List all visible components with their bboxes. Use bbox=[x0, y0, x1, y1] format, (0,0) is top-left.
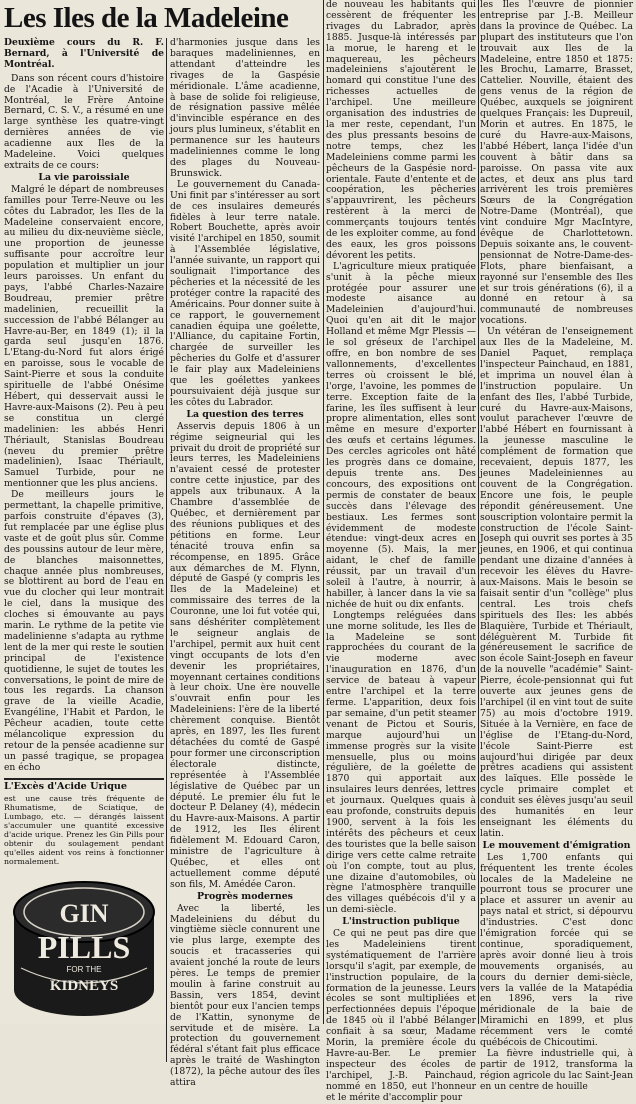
tin-brand-text: GIN bbox=[59, 898, 109, 928]
section-heading: La vie paroissiale bbox=[38, 171, 130, 183]
paragraph: De meilleurs jours le permettant, la chapelle primitive, parfois construite d'épaves (3), fut remplacée par une église plus vaste et de goût plus sûr. Comme des poussins autour de leur mère, de blanches maisonnettes, chaque année plus nombreuses, se blottirent au bord de l'eau en vue du clocher qui leur montrait le ciel, dans la musique des cloches si émouvante au pays marin. Le rythme de la petite vie madelinienne s'adapta au rythme lent de la mer qui reste le soutien principal de l'existence quotidienne, le sujet de toutes les conversations, le point de mire de tous les regards. La chanson grave de la vieille Acadie, Evangéline, l'Habit et Pardon, le Pêcheur acadien, toute cette mélancolique expression du retour de la pensée acadienne sur un passé tragique, se propagea en écho bbox=[4, 489, 164, 773]
column-3 bbox=[326, 0, 476, 1103]
section-heading: La question des terres bbox=[186, 408, 304, 420]
paragraph: Longtemps reléguées dans une morne solitude, les Iles de la Madeleine se sont rapprochées du courant de la vie moderne avec l'inauguration en 1876, d'un service de bateau à vapeur entre l'archipel et la terre ferme. L'apparition, deux fois par semaine, d'un petit steamer venant de Pictou et Souris, marque aujourd'hui un immense progrès sur la visite mensuelle, plus ou moins régulière, de la goélette de 1870 qui apportait aux insulaires leurs denrées, lettres et journaux. Quelques quais à eau profonde, construits depuis 1900, servent à la fois les intérêts des pêcheurs et ceux des touristes que la belle saison dirige vers cette calme retraite où l'on compte, tout au plus, une dizaine d'automobiles, où règne l'atmosphère tranquille des villages québécois d'il y a un demi-siècle. bbox=[326, 609, 476, 916]
paragraph: de nouveau les habitants qui cessèrent de fréquenter les rivages du Labrador, après 1885. Jusque-là intéressés par la morue, le hareng et le maquereau, les pêcheurs madeleiniens s'ajoutèrent le homard qui constitue l'une des richesses actuelles de l'archipel. Une meilleure organisation des industries de la mer reste, cependant, l'un des plus pressants besoins de notre temps, chez les Madeleiniens comme parmi les pêcheurs de la Gaspésie nord-orientale. Faute d'entente et de coopération, les pêcheries s'appauvrirent, les pêcheurs restèrent à la merci de commerçants toujours tentés de les exploiter comme, au fond des eaux, les gros poissons dévorent les petits. bbox=[326, 0, 476, 261]
gin-pills-advertisement bbox=[4, 778, 164, 1022]
column-2 bbox=[170, 37, 320, 1089]
paragraph: La fièvre industrielle qui, à partir de 1912, transforma la région agricole du lac Saint-Jean en un centre de houille bbox=[480, 1048, 633, 1092]
paragraph: Dans son récent cours d'histoire de l'Acadie à l'Université de Montréal, le Frère Antoine Bernard, C. S. V., a résumé en une large synthèse les quatre-vingt dernières années de vie acadienne aux Iles de la Madeleine. Voici quelques extraits de ce cours: bbox=[4, 72, 164, 171]
ad-text: est une cause très fréquente de Rhumatisme, de Sciatique, de Lumbago, etc. — dérangés laissent s'accumuler une quantité excessive d'acide urique. Prenez les Gin Pills pour obtenir du soulagement pendant qu'elles aident vos reins à fonctionner normalement. bbox=[4, 793, 164, 866]
tin-for-text: FOR THE bbox=[66, 964, 102, 974]
paragraph: Le gouvernement du Canada-Uni finit par s'intéresser au sort de ces insulaires demeurés fidèles à leur terre natale. Robert Bouchette, après avoir visité l'archipel en 1850, soumit à l'Assemblée législative, l'année suivante, un rapport qui soulignait l'importance des pêcheries et la nécessité de les protéger contre la rapacité des Américains. Pour donner suite à ce rapport, le gouvernement canadien équipa une goélette, l'Alliance, du capitaine Fortin, chargée de surveiller les pêcheries du Golfe et d'assurer le fair play aux Madeleiniens que les goélettes yankees poursuivaient déjà jusque sur les côtes du Labrador. bbox=[170, 178, 320, 408]
ad-title: L'Excès d'Acide Urique bbox=[4, 780, 127, 792]
headline: Les Iles de la Madeleine bbox=[4, 2, 289, 34]
paragraph: Malgré le départ de nombreuses familles pour Terre-Neuve ou les côtes du Labrador, les Iles de la Madeleine conservaient encore, au milieu du dix-neuvième siècle, une proportion de jeunesse suffisante pour accroître leur population et multiplier un jour leurs paroisses. Un enfant du pays, l'abbé Charles-Nazaire Boudreau, premier prêtre madelinien, recueillit la succession de l'abbé Bélanger au Havre-au-Ber, en 1849 (1); il la garda seul jusqu'en 1876. L'Etang-du-Nord fut alors érigé en paroisse, sous le vocable de Saint-Pierre et sous la conduite spirituelle de l'abbé Onésime Hébert, qui desservait aussi le Havre-aux-Maisons (2). Peu à peu se constitua un clergé madelinien: les abbés Henri Thériault, Stanislas Boudreau (neveu du premier prêtre madelinien), Isaac Thériault, Samuel Turbide, pour ne mentionner que les plus anciens. bbox=[4, 183, 164, 490]
paragraph: d'harmonies jusque dans les baraques madeliniennes, en attendant d'atteindre les rivages de la Gaspésie méridionale. L'âme acadienne, à base de solide foi religieuse, de résignation passive mêlée d'invincible espérance en des jours plus lumineux, s'établit en permanence sur les hauteurs madeliniennes comme le long des plages du Nouveau-Brunswick. bbox=[170, 37, 320, 179]
paragraph: L'agriculture mieux pratiquée s'unit à la pêche mieux protégée pour assurer une modeste aisance au Madeleinien d'aujourd'hui. Quoi qu'en ait dit le major Holland et même Mgr Plessis — le sol gréseux de l'archipel offre, en bon nombre de ses vallonnements, d'excellentes terres où croissent le blé, l'orge, l'avoine, les pommes de terre. Exception faite de la farine, les îles suffisent à leur propre alimentation, elles sont même en mesure d'exporter des œufs et certains légumes. Des cercles agricoles ont hâté les progrès dans ce domaine, depuis trente ans. Des concours, des expositions ont permis de constater de beaux succès dans l'élevage des bestiaux. Les fermes sont évidemment de modeste étendue: vingt-deux acres en moyenne (5). Mais, la mer aidant, le chef de famille réussit, par un travail d'un soleil à l'autre, à nourrir, à habiller, à lancer dans la vie sa nichée de huit ou dix enfants. bbox=[326, 260, 476, 610]
paragraph: Asservis depuis 1806 à un régime seigneurial qui les privait du droit de propriété sur leurs terres, les Madeleiniens n'avaient cessé de protester contre cette injustice, par des appels aux tribunaux. A la Chambre d'assemblée de Québec, et dernièrement par des réunions publiques et des pétitions en forme. Leur ténacité trouva enfin sa récompense, en 1895. Grâce aux démarches de M. Flynn, député de Gaspé (y compris les Iles de la Madeleine) et commissaire des terres de la Couronne, une loi fut votée qui, sans déshériter complètement le seigneur anglais de l'archipel, permit aux huit cent vingt occupants de lots d'en devenir les propriétaires, moyennant certaines conditions à leur choix. Une ère nouvelle s'ouvrait enfin pour les Madeleiniens: l'ère de la liberté chèrement conquise. Bientôt après, en 1897, les Iles furent détachées du comté de Gaspé pour former une circonscription électorale distincte, représentée à l'Assemblée législative de Québec par un député. Le premier élu fut le docteur P. Delaney (4), médecin du Havre-aux-Maisons. A partir de 1912, les Iles élirent fidèlement M. Edouard Caron, ministre de l'agriculture à Québec, et elles ont actuellement comme député son fils, M. Amédée Caron. bbox=[170, 420, 320, 890]
section-heading: Le mouvement d'émigration bbox=[482, 839, 631, 851]
gin-pills-tin-illustration bbox=[9, 872, 159, 1022]
tin-name-text: PILLS bbox=[37, 928, 131, 965]
pill-tin-icon bbox=[9, 872, 159, 1022]
section-heading: Progrès modernes bbox=[197, 890, 293, 902]
tin-kidneys-text: KIDNEYS bbox=[49, 977, 119, 994]
paragraph: Avec la liberté, les Madeleiniens du début du vingtième siècle connurent une vie plus large, exempte des soucis et tracasseries qui avaient jonché la route de leurs pères. Le temps de premier moulin à farine construit au Bassin, vers 1854, devint bientôt pour eux l'ancien temps de l'Kattin, synonyme de servitude et de misère. La protection du gouvernement fédéral s'étant fait plus efficace après le traité de Washington (1872), la pêche autour des îles attira bbox=[170, 902, 320, 1089]
column-rule bbox=[323, 0, 324, 1024]
paragraph: Les 1,700 enfants qui fréquentent les trente écoles locales de la Madeleine ne pourront tous se procurer une place et assurer un avenir au pays natal et strict, si dépourvu d'industries. C'est donc l'émigration forcée qui se continue, sporadiquement, après avoir donné lieu à trois mouvements organisés, au cours du dernier demi-siècle, vers la vallée de la Matapédia en 1896, vers la rive méridionale de la baie de Miramichi en 1899, et plus récemment vers le comté québécois de Chicoutimi. bbox=[480, 851, 633, 1049]
article-intro: Deuxième cours du R. F. Bernard, à l'Université de Montréal. bbox=[4, 37, 164, 70]
column-4 bbox=[480, 0, 633, 1092]
column-rule bbox=[166, 38, 167, 1062]
column-1 bbox=[4, 38, 164, 1022]
paragraph: Ce qui ne peut pas dire que les Madeleiniens tirent systématiquement de l'arrière lorsqu'il s'agit, par exemple, de l'instruction populaire, de la formation de la jeunesse. Leurs écoles se sont multipliées et perfectionnées depuis l'époque de 1845 où il l'abbé Bélanger confiait à sa sœur, Madame Morin, la première école du Havre-au-Ber. Le premier inspecteur des écoles de l'archipel, J.-B. Painchaud, nommé en 1850, eut l'honneur et le mérite d'accomplir pour bbox=[326, 928, 476, 1103]
section-heading: L'instruction publique bbox=[342, 916, 460, 928]
column-rule bbox=[478, 0, 479, 1024]
paragraph: Un vétéran de l'enseignement aux Iles de la Madeleine, M. Daniel Paquet, remplaça l'inspecteur Painchaud, en 1881, et imprima un nouvel élan à l'instruction populaire. Un enfant des Iles, l'abbé Turbide, curé du Havre-aux-Maisons, voulut parachever l'œuvre de l'abbé Hébert en fournissant à la jeunesse masculine le complément de formation que recevaient, depuis 1877, les jeunes Madeleiniennes au couvent de la Congrégation. Encore une fois, le peuple répondit généreusement. Une souscription volontaire permit la construction de l'école Saint-Joseph qui ouvrit ses portes à 35 jeunes, en 1906, et qui continua pendant une dizaine d'années à recevoir les élèves du Havre-aux-Maisons. Mais le besoin se faisait sentir d'un "collège" plus central. Les trois chefs spirituels des Iles: les abbés Blaquière, Turbide et Thériault, déléguèrent M. Turbide fit généreusement le sacrifice de son école Saint-Joseph en faveur de la nouvelle "académie" Saint-Pierre, école-pensionnat qui fut ouverte aux jeunes gens de l'archipel (il en vint tout de suite 75) au mois d'octobre 1919. Située à la Vernière, en face de l'église de l'Etang-du-Nord, l'école Saint-Pierre est aujourd'hui dirigée par deux prêtres acadiens qui assistent des laïques. Elle possède le cycle primaire complet et conduit ses élèves jusqu'au seuil des humanités en leur enseignant les éléments du latin. bbox=[480, 326, 633, 839]
paragraph: les Iles l'œuvre de pionnier entreprise par J.-B. Meilleur dans la province de Québec. La plupart des instituteurs que l'on trouvait aux Iles de la Madeleine, entre 1850 et 1875: les Brochu, Lamarre, Brasset, Cattelier. Nouville, étaient des gens venus de la région de Québec, auxquels se joignirent quelques Français: les Dupreuil, Morin et autres. En 1875, le curé du Havre-aux-Maisons, l'abbé Hébert, lança l'idée d'un couvent à bâtir dans sa paroisse. On passa vite aux actes, et deux ans plus tard arrivèrent les trois premières Sœurs de la Congrégation Notre-Dame (Montréal), que vint conduire Mgr MacIntyre, évêque de Charlottetown. Depuis soixante ans, le couvent-pensionnat de Notre-Dame-des-Flots, phare bienfaisant, a rayonné sur l'ensemble des Iles et sur trois générations (6), il a donné en retour à sa communauté de nombreuses vocations. bbox=[480, 0, 633, 327]
